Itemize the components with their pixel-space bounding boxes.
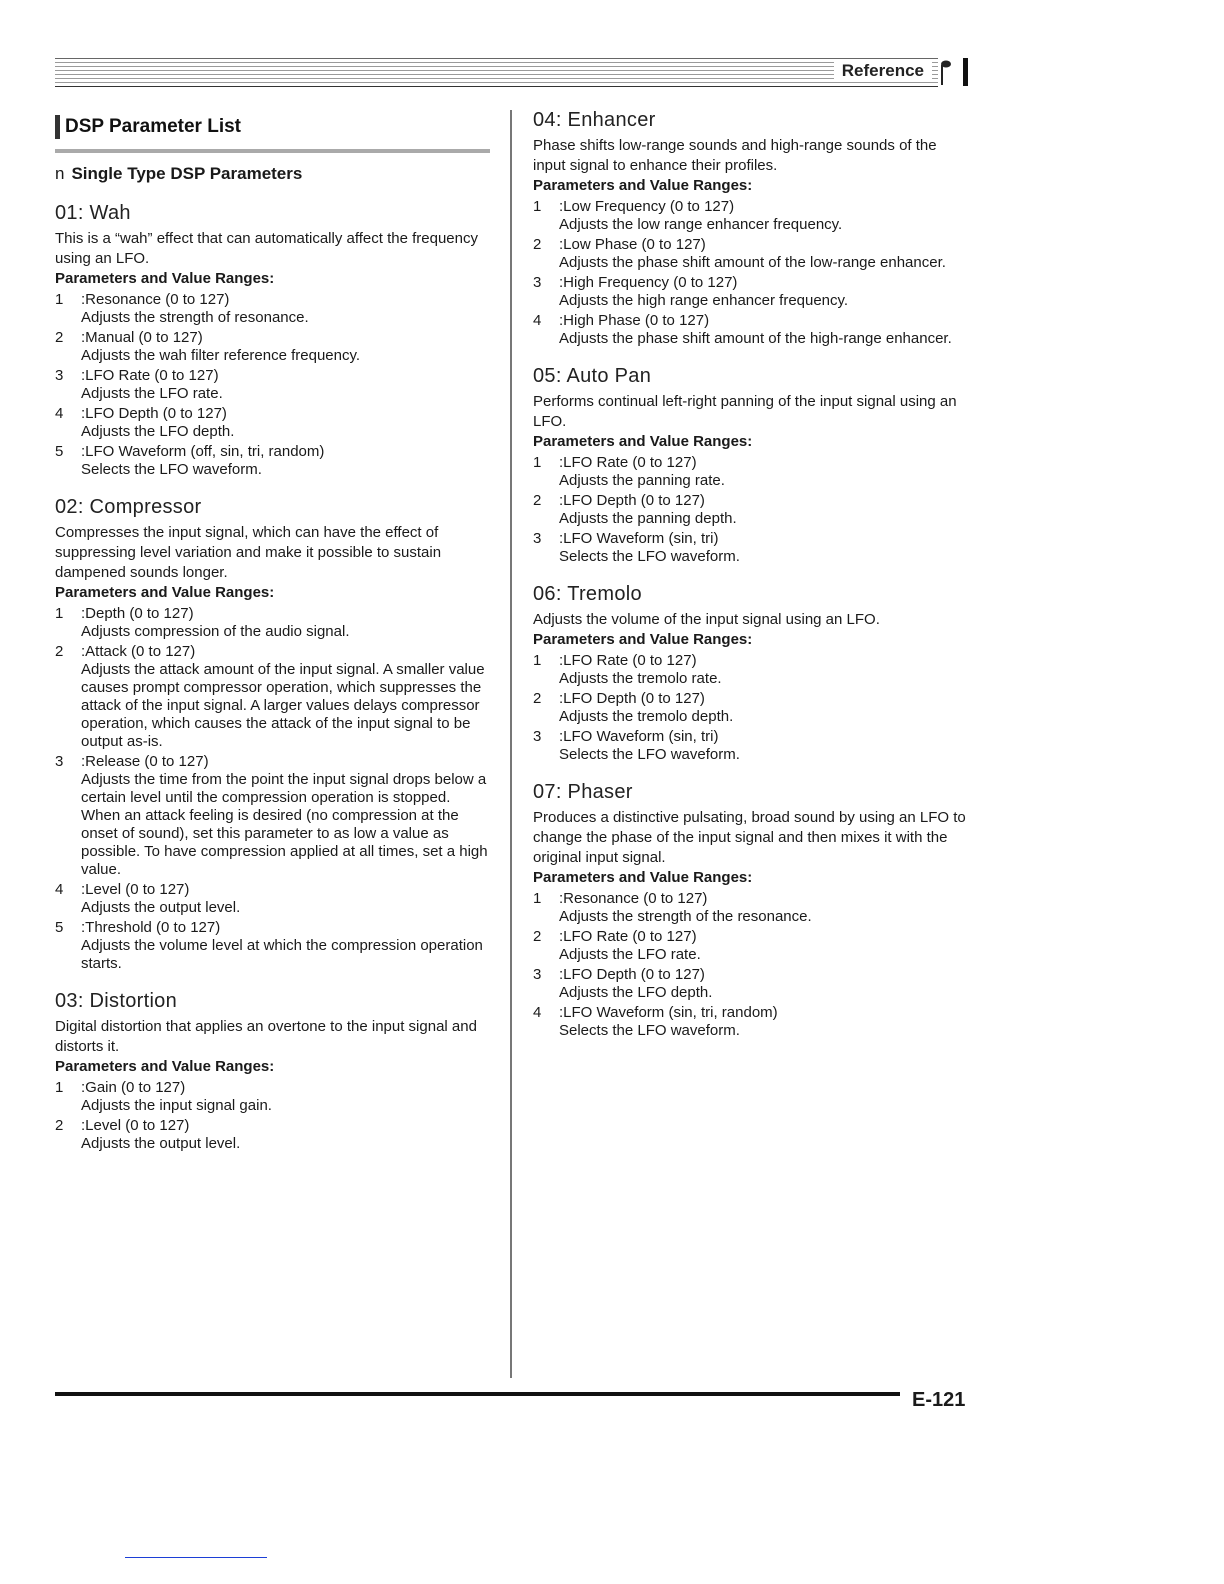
parameter-body: [559, 728, 973, 764]
parameter-body: [81, 405, 490, 441]
left-effects-list: [55, 200, 490, 1153]
parameter-number: 3: [55, 753, 64, 770]
column-divider: [510, 110, 512, 1378]
parameter-body: [81, 881, 490, 917]
parameter-description: Selects the LFO waveform.: [559, 1022, 740, 1039]
effect-description: Adjusts the volume of the input signal using an LFO.: [533, 611, 880, 628]
parameter-description: Selects the LFO waveform.: [559, 548, 740, 565]
parameter-number: 4: [533, 312, 542, 329]
parameter-name: :Manual (0 to 127): [81, 329, 203, 346]
parameter-name: :Level (0 to 127): [81, 881, 190, 898]
parameter-number: 5: [55, 443, 64, 460]
parameter-description: Adjusts the output level.: [81, 899, 241, 916]
parameter-name: :LFO Waveform (sin, tri): [559, 728, 719, 745]
parameter-body: [559, 492, 973, 528]
effect-block: [55, 494, 490, 973]
parameter-name: :LFO Depth (0 to 127): [559, 492, 705, 509]
parameter-body: [559, 966, 973, 1002]
parameters-heading: Parameters and Value Ranges:: [533, 433, 753, 450]
parameter-name: :Gain (0 to 127): [81, 1079, 186, 1096]
parameter-name: :High Frequency (0 to 127): [559, 274, 738, 291]
parameter-name: :High Phase (0 to 127): [559, 312, 710, 329]
effect-block: [533, 363, 973, 566]
parameter-description: Adjusts the LFO depth.: [559, 984, 713, 1001]
parameter-number: 3: [55, 367, 64, 384]
parameter-item: [533, 966, 973, 1002]
parameter-description: Adjusts the phase shift amount of the high-range enhancer.: [559, 330, 952, 347]
parameter-item: [55, 329, 490, 365]
parameter-body: [559, 690, 973, 726]
parameter-item: [533, 274, 973, 310]
parameter-number: 3: [533, 728, 542, 745]
parameter-name: :Low Frequency (0 to 127): [559, 198, 735, 215]
parameter-description: Adjusts the wah filter reference frequency.: [81, 347, 361, 364]
parameter-number: 1: [533, 890, 542, 907]
header-label: Reference: [834, 60, 932, 82]
parameter-body: [81, 329, 490, 365]
parameter-item: [533, 690, 973, 726]
effect-title: 04: Enhancer: [533, 109, 656, 131]
parameter-description: Adjusts the LFO depth.: [81, 423, 235, 440]
parameter-body: [559, 274, 973, 310]
parameter-description: Adjusts the phase shift amount of the low-range enhancer.: [559, 254, 946, 271]
parameter-name: :LFO Waveform (sin, tri, random): [559, 1004, 778, 1021]
parameter-item: [55, 405, 490, 441]
page-header: [55, 58, 968, 86]
parameter-item: [55, 443, 490, 479]
parameter-number: 2: [55, 329, 64, 346]
effect-title: 02: Compressor: [55, 496, 202, 518]
parameter-item: [55, 919, 490, 973]
parameter-item: [533, 454, 973, 490]
effect-block: [533, 779, 973, 1040]
parameter-item: [55, 881, 490, 917]
parameter-number: 1: [55, 291, 64, 308]
section-title: DSP Parameter List: [55, 115, 490, 139]
effect-title: 07: Phaser: [533, 781, 633, 803]
parameter-name: :Low Phase (0 to 127): [559, 236, 706, 253]
parameter-item: [55, 1117, 490, 1153]
parameter-number: 3: [533, 530, 542, 547]
parameter-item: [55, 1079, 490, 1115]
parameter-body: [81, 291, 490, 327]
parameter-name: :Release (0 to 127): [81, 753, 209, 770]
parameter-number: 3: [533, 966, 542, 983]
parameters-heading: Parameters and Value Ranges:: [55, 1058, 275, 1075]
parameter-item: [533, 928, 973, 964]
parameter-name: :LFO Waveform (sin, tri): [559, 530, 719, 547]
parameter-description: Adjusts the output level.: [81, 1135, 241, 1152]
effect-block: [533, 107, 973, 348]
parameters-heading: Parameters and Value Ranges:: [55, 584, 275, 601]
parameter-body: [81, 443, 490, 479]
parameter-body: [559, 454, 973, 490]
parameter-number: 5: [55, 919, 64, 936]
section-title-rule: [55, 149, 490, 153]
parameter-body: [81, 367, 490, 403]
parameter-description: Adjusts the volume level at which the compression operation starts.: [81, 937, 483, 972]
parameter-item: [533, 312, 973, 348]
parameter-item: [533, 530, 973, 566]
parameter-number: 2: [533, 690, 542, 707]
parameter-body: [81, 643, 490, 751]
left-column: [55, 107, 490, 1153]
parameter-item: [55, 753, 490, 879]
parameter-number: 4: [533, 1004, 542, 1021]
parameter-item: [533, 890, 973, 926]
parameter-name: :Threshold (0 to 127): [81, 919, 221, 936]
parameters-heading: Parameters and Value Ranges:: [533, 631, 753, 648]
parameter-name: :LFO Rate (0 to 127): [81, 367, 219, 384]
parameter-body: [559, 890, 973, 926]
parameter-body: [559, 530, 973, 566]
parameter-body: [559, 236, 973, 272]
parameter-item: [533, 198, 973, 234]
parameter-body: [559, 312, 973, 348]
effect-title: 06: Tremolo: [533, 583, 642, 605]
parameter-description: Selects the LFO waveform.: [81, 461, 262, 478]
subheading-text: Single Type DSP Parameters: [71, 164, 303, 183]
parameter-name: :Attack (0 to 127): [81, 643, 196, 660]
parameter-description: Adjusts the attack amount of the input signal. A smaller value causes prompt compressor operation, which suppresses the attack of the input signal. A larger values delays compressor operation, which causes the attack of the input signal to be output as-is.: [81, 661, 485, 750]
effect-block: [55, 988, 490, 1153]
parameter-body: [559, 928, 973, 964]
scan-mark: [125, 1557, 267, 1558]
subheading-bullet: n: [55, 164, 65, 183]
parameter-item: [533, 492, 973, 528]
parameter-body: [81, 1117, 490, 1153]
parameter-number: 4: [55, 405, 64, 422]
parameter-number: 1: [55, 1079, 64, 1096]
effect-description: This is a “wah” effect that can automatically affect the frequency using an LFO.: [55, 230, 478, 267]
parameter-name: :LFO Waveform (off, sin, tri, random): [81, 443, 325, 460]
header-staff-lines: [55, 58, 938, 87]
parameter-item: [533, 1004, 973, 1040]
parameters-heading: Parameters and Value Ranges:: [55, 270, 275, 287]
parameter-description: Selects the LFO waveform.: [559, 746, 740, 763]
parameter-description: Adjusts the strength of resonance.: [81, 309, 309, 326]
parameter-description: Adjusts the panning rate.: [559, 472, 725, 489]
parameter-name: :LFO Depth (0 to 127): [559, 966, 705, 983]
parameter-body: [81, 919, 490, 973]
effect-title: 01: Wah: [55, 202, 131, 224]
right-column: [533, 107, 973, 1040]
parameter-number: 2: [55, 1117, 64, 1134]
parameter-number: 1: [55, 605, 64, 622]
header-end-bar: [963, 58, 968, 86]
parameter-item: [55, 643, 490, 751]
parameter-description: Adjusts the high range enhancer frequency.: [559, 292, 849, 309]
subheading: [55, 163, 490, 185]
parameter-description: Adjusts the input signal gain.: [81, 1097, 272, 1114]
parameter-body: [81, 753, 490, 879]
parameter-body: [81, 1079, 490, 1115]
effect-description: Phase shifts low-range sounds and high-range sounds of the input signal to enhance their profiles.: [533, 137, 937, 174]
effect-description: Compresses the input signal, which can have the effect of suppressing level variation and make it possible to sustain dampened sounds longer.: [55, 524, 442, 581]
music-note-icon: [938, 59, 954, 85]
parameter-number: 2: [533, 928, 542, 945]
parameter-body: [559, 652, 973, 688]
page-number: E-121: [912, 1389, 966, 1411]
parameter-item: [55, 605, 490, 641]
parameter-name: :LFO Depth (0 to 127): [559, 690, 705, 707]
footer-rule: [55, 1392, 900, 1396]
parameter-name: :Level (0 to 127): [81, 1117, 190, 1134]
parameter-description: Adjusts the time from the point the input signal drops below a certain level until the compression operation is stopped. When an attack feeling is desired (no compression at the onset of sound), set this parameter to as low a value as possible. To have compression applied at all times, set a high value.: [81, 771, 488, 878]
parameter-description: Adjusts the LFO rate.: [559, 946, 701, 963]
effect-title: 05: Auto Pan: [533, 365, 652, 387]
parameter-body: [559, 198, 973, 234]
parameter-number: 2: [533, 492, 542, 509]
parameter-body: [81, 605, 490, 641]
parameter-description: Adjusts compression of the audio signal.: [81, 623, 350, 640]
parameter-number: 4: [55, 881, 64, 898]
parameter-name: :LFO Rate (0 to 127): [559, 928, 697, 945]
right-effects-list: [533, 107, 973, 1040]
parameter-name: :LFO Depth (0 to 127): [81, 405, 227, 422]
parameter-description: Adjusts the tremolo depth.: [559, 708, 734, 725]
effect-block: [533, 581, 973, 764]
effect-description: Produces a distinctive pulsating, broad sound by using an LFO to change the phase of the input signal and then mixes it with the original input signal.: [533, 809, 966, 866]
parameter-body: [559, 1004, 973, 1040]
parameter-description: Adjusts the panning depth.: [559, 510, 737, 527]
parameters-heading: Parameters and Value Ranges:: [533, 869, 753, 886]
parameter-number: 1: [533, 198, 542, 215]
parameter-item: [533, 236, 973, 272]
parameter-name: :LFO Rate (0 to 127): [559, 454, 697, 471]
parameter-description: Adjusts the strength of the resonance.: [559, 908, 812, 925]
effect-title: 03: Distortion: [55, 990, 178, 1012]
effect-description: Performs continual left-right panning of the input signal using an LFO.: [533, 393, 957, 430]
parameter-description: Adjusts the tremolo rate.: [559, 670, 722, 687]
parameter-item: [533, 728, 973, 764]
parameter-number: 1: [533, 454, 542, 471]
parameter-number: 2: [55, 643, 64, 660]
parameter-name: :Resonance (0 to 127): [559, 890, 708, 907]
parameter-item: [533, 652, 973, 688]
parameter-name: :Depth (0 to 127): [81, 605, 194, 622]
parameter-name: :LFO Rate (0 to 127): [559, 652, 697, 669]
parameter-name: :Resonance (0 to 127): [81, 291, 230, 308]
parameter-number: 2: [533, 236, 542, 253]
parameter-item: [55, 291, 490, 327]
parameter-number: 1: [533, 652, 542, 669]
parameters-heading: Parameters and Value Ranges:: [533, 177, 753, 194]
effect-description: Digital distortion that applies an overtone to the input signal and distorts it.: [55, 1018, 477, 1055]
parameter-number: 3: [533, 274, 542, 291]
parameter-description: Adjusts the LFO rate.: [81, 385, 223, 402]
parameter-item: [55, 367, 490, 403]
effect-block: [55, 200, 490, 479]
parameter-description: Adjusts the low range enhancer frequency.: [559, 216, 843, 233]
